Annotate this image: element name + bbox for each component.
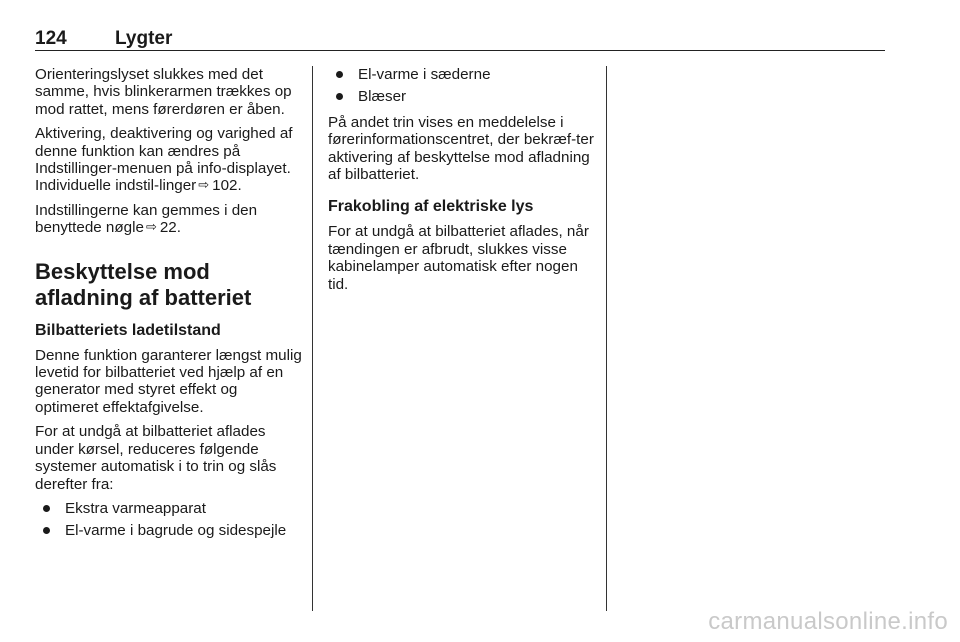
arrow-icon: ⇨ [145, 219, 157, 235]
paragraph-text: Indstillingerne kan gemmes i den benyttede nøgle [35, 201, 258, 237]
subsection-heading: Frakobling af elektriske lys [328, 198, 534, 216]
paragraph-text: Aktivering, deaktivering og varighed af denne funktion kan ændres på Indstillinger-menuen på info-displayet. Individuelle indstil-linger [35, 125, 293, 195]
page-number: 124 [35, 28, 67, 49]
list-item: Ekstra varmeapparat [35, 500, 303, 517]
list-item: El-varme i sæderne [328, 66, 598, 83]
column-divider [606, 66, 607, 611]
paragraph: Orienteringslyset slukkes med det samme, hvis blinkerarmen trækkes op mod rattet, mens førerdøren er åben. [35, 66, 292, 118]
arrow-icon: ⇨ [198, 177, 210, 193]
paragraph: For at undgå at bilbatteriet aflades under kørsel, reduceres følgende systemer automatisk i to trin og slås derefter fra: [35, 423, 277, 493]
paragraph: På andet trin vises en meddelelse i førerinformationscentret, der bekræf-ter aktivering af beskyttelse mod afladning af bilbatteriet. [328, 113, 594, 184]
bullet-icon [43, 527, 50, 534]
bullet-icon [336, 71, 343, 78]
list-item: Blæser [328, 88, 598, 105]
bullet-icon [336, 93, 343, 100]
paragraph [35, 202, 303, 237]
text-column-middle [328, 66, 598, 300]
page-header [35, 28, 885, 51]
list-item: El-varme i bagrude og sidespejle [35, 522, 303, 539]
paragraph [35, 125, 303, 195]
text-column-left [35, 66, 303, 548]
bullet-list [328, 66, 598, 106]
bullet-icon [43, 505, 50, 512]
chapter-title: Lygter [115, 28, 173, 49]
paragraph: Denne funktion garanterer længst mulig levetid for bilbatteriet ved hjælp af en generator med styret effekt og optimeret effektafgivelse. [35, 346, 302, 416]
subsection-heading: Bilbatteriets ladetilstand [35, 321, 221, 339]
bullet-list [35, 500, 303, 540]
page-reference[interactable]: 102. [212, 177, 242, 195]
paragraph: For at undgå at bilbatteriet aflades, når tændingen er afbrudt, slukkes visse kabinelamper automatisk efter nogen tid. [328, 223, 589, 293]
page-reference[interactable]: 22. [159, 219, 181, 237]
watermark: carmanualsonline.info [708, 608, 948, 635]
section-heading: Beskyttelse mod afladning af batteriet [35, 258, 252, 310]
column-divider [312, 66, 313, 611]
